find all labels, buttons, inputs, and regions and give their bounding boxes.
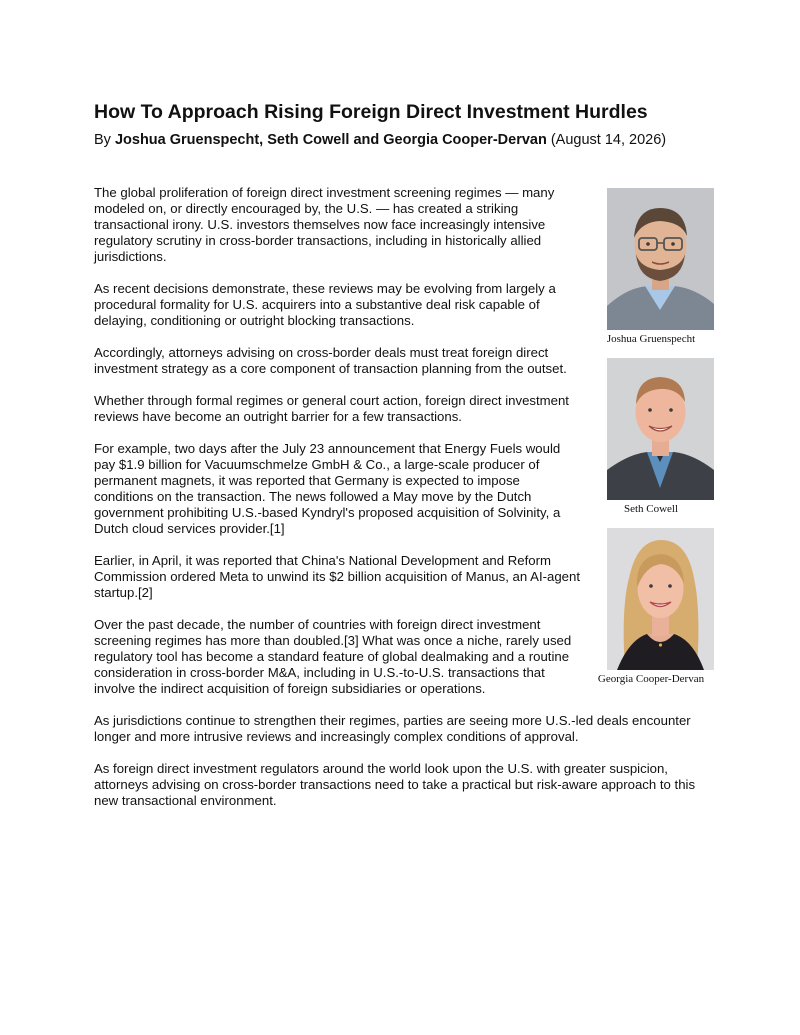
byline-authors: Joshua Gruenspecht, Seth Cowell and Georgia Cooper-Dervan <box>114 132 547 148</box>
article-paragraph: As foreign direct investment regulators around the world look upon the U.S. with greater suspicion, attorneys advising on cross-border transactions need to take a practical but risk-aware approach to this new transactional environment. <box>94 761 696 808</box>
photo-caption: Seth Cowell <box>623 503 679 515</box>
photo-caption: Georgia Cooper-Dervan <box>597 673 705 685</box>
article-paragraph: The global proliferation of foreign direct investment screening regimes — many modeled on, or directly encouraged by, the U.S. — has created a striking transactional irony. U.S. investors themselves now face increasingly intensive regulatory scrutiny in cross-border transactions, including in historically allied jurisdictions. <box>94 185 555 264</box>
portrait-man-glasses-beard-icon <box>607 188 714 330</box>
portrait-man-suit-icon <box>607 358 714 500</box>
article-paragraph: Earlier, in April, it was reported that China's National Development and Reform Commission ordered Meta to unwind its $2 billion acquisition of Manus, an AI-agent startup.[2] <box>94 553 580 600</box>
author-photos <box>588 185 714 698</box>
byline <box>94 131 719 150</box>
article-paragraph: Accordingly, attorneys advising on cross-border deals must treat foreign direct investment strategy as a core component of transaction planning from the outset. <box>94 345 567 376</box>
article-paragraph: As jurisdictions continue to strengthen their regimes, parties are seeing more U.S.-led deals encounter longer and more intrusive reviews and increasingly complex conditions of approval. <box>94 713 691 744</box>
author-photo-seth <box>607 358 714 500</box>
author-photo-joshua <box>607 188 714 330</box>
byline-prefix: By <box>94 132 115 148</box>
article-paragraph: Whether through formal regimes or general court action, foreign direct investment reviews have become an outright barrier for a few transactions. <box>94 393 569 424</box>
article-paragraph: Over the past decade, the number of countries with foreign direct investment screening regimes has more than doubled.[3] What was once a niche, rarely used regulatory tool has become a standard feature of global dealmaking and a routine consideration in cross-border M&A, including in U.S.-to-U.S. transactions that involve the indirect acquisition of foreign subsidiaries or operations. <box>94 617 572 696</box>
article-body <box>94 185 714 825</box>
article-paragraph: As recent decisions demonstrate, these reviews may be evolving from largely a procedural formality for U.S. acquirers into a substantive deal risk capable of delaying, conditioning or outright blocking transactions. <box>94 281 556 328</box>
article-paragraph: For example, two days after the July 23 announcement that Energy Fuels would pay $1.9 billion for Vacuumschmelze GmbH & Co., a large-scale producer of permanent magnets, it was reported that Germany is expected to impose conditions on the transaction. The news followed a May move by the Dutch government prohibiting U.S.-based Kyndryl's proposed acquisition of Solvinity, a Dutch cloud services provider.[1] <box>94 441 561 536</box>
byline-date: (August 14, 2026) <box>546 132 667 148</box>
author-photo-georgia <box>607 528 714 670</box>
photo-caption: Joshua Gruenspecht <box>606 333 696 345</box>
article-title: How To Approach Rising Foreign Direct Investment Hurdles <box>94 101 648 123</box>
portrait-woman-blonde-icon <box>607 528 714 670</box>
